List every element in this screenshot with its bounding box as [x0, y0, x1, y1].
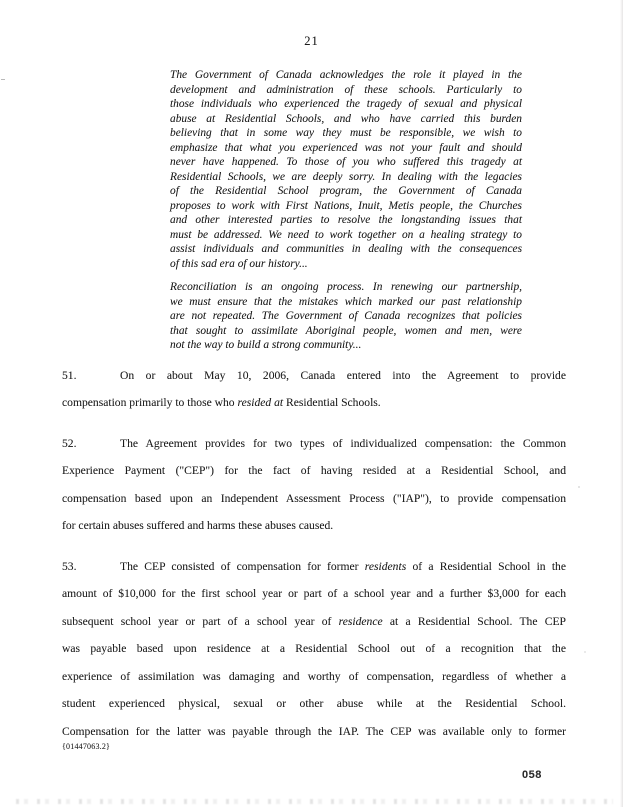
scan-artifact-bottom-strip	[16, 799, 613, 804]
paragraph-line	[62, 608, 566, 636]
numbered-paragraph	[62, 553, 566, 746]
paragraph-text: subsequent school year or part of a school year of	[62, 614, 339, 628]
quote-block	[170, 68, 522, 271]
doc-id-stamp: {01447063.2}	[62, 742, 111, 751]
paragraph-text: experience of assimilation was damaging and worthy of compensation, regardless of whether a	[62, 669, 566, 683]
emphasized-text: resided at	[237, 396, 284, 409]
paragraph-line	[62, 553, 566, 581]
numbered-paragraph	[62, 362, 566, 417]
paragraph-text: Compensation for the latter was payable through the IAP. The CEP was available only to former	[62, 724, 566, 738]
page-number: 21	[304, 34, 319, 48]
paragraph-line	[62, 718, 566, 746]
scan-artifact-speck	[584, 651, 586, 653]
paragraph-text: for certain abuses suffered and harms these abuses caused.	[62, 519, 334, 532]
paragraph-number: 51.	[62, 368, 77, 382]
paragraph-line	[62, 362, 566, 390]
quote-line: of the Residential School program, the Government of Canada	[170, 185, 522, 197]
paragraph-text: The CEP consisted of compensation for former	[120, 559, 365, 573]
scan-artifact-speck	[578, 486, 580, 488]
paragraph-text: Experience Payment ("CEP") for the fact of having resided at a Residential School, and	[62, 464, 566, 477]
quote-line: not the way to build a strong community...	[170, 339, 362, 351]
paragraph-text: Residential Schools.	[283, 396, 381, 409]
paragraph-line	[62, 389, 566, 417]
quote-line: must be addressed. We need to work together on a healing strategy to	[170, 228, 522, 241]
paragraph-text: compensation based upon an Independent Assessment Process ("IAP"), to provide compensation	[62, 491, 566, 505]
paragraph-line	[62, 635, 566, 663]
bates-number: 058	[522, 769, 542, 781]
emphasized-text: residents	[364, 559, 407, 573]
paragraph-text: of a Residential School in the	[406, 559, 566, 573]
paragraph-text: student experienced physical, sexual or other abuse while at the Residential School.	[62, 697, 566, 710]
quote-line: assist individuals and communities in dealing with the consequences	[170, 243, 522, 255]
paragraph-text: The Agreement provides for two types of individualized compensation: the Common	[120, 436, 566, 450]
quote-blocks	[170, 68, 522, 353]
numbered-paragraphs	[62, 362, 566, 746]
paragraph-text: amount of $10,000 for the first school year or part of a school year and a further $3,000 for each	[62, 587, 566, 600]
paragraph-text: at a Residential School. The CEP	[382, 614, 566, 628]
quote-line: we must ensure that the mistakes which marked our past relationship	[170, 295, 522, 308]
paragraph-text: was payable based upon residence at a Residential School out of a recognition that the	[62, 642, 566, 655]
paragraph-text: compensation primarily to those who	[62, 396, 238, 409]
scan-artifact-speck	[1, 79, 5, 80]
quote-line: never have happened. To those of you who suffered this tragedy at	[170, 156, 522, 168]
quote-line: that sought to assimilate Aboriginal people, women and men, were	[170, 324, 522, 337]
paragraph-line	[62, 512, 566, 540]
quote-line: The Government of Canada acknowledges the role it played in the	[170, 69, 522, 81]
quote-block	[170, 280, 522, 353]
paragraph-line	[62, 663, 566, 691]
paragraph-line	[62, 690, 566, 718]
paragraph-number: 52.	[62, 436, 77, 450]
numbered-paragraph	[62, 430, 566, 540]
quote-line: are not repeated. The Government of Canada recognizes that policies	[170, 310, 522, 322]
quote-line: and other interested parties to resolve the longstanding issues that	[170, 214, 522, 226]
quote-line: Residential Schools, we are deeply sorry. In dealing with the legacies	[170, 170, 522, 183]
paragraph-line	[62, 485, 566, 513]
quote-line: proposes to work with First Nations, Inuit, Metis people, the Churches	[170, 199, 522, 212]
quote-line: of this sad era of our history...	[170, 257, 308, 270]
paragraph-line	[62, 580, 566, 608]
paragraph-text: On or about May 10, 2006, Canada entered into the Agreement to provide	[120, 368, 566, 382]
emphasized-text: residence	[338, 614, 383, 628]
quote-line: those individuals who experienced the tragedy of sexual and physical	[170, 98, 522, 110]
paragraph-line	[62, 430, 566, 458]
quote-line: believing that in some way they must be responsible, we wish to	[170, 127, 522, 139]
quote-line: Reconciliation is an ongoing process. In renewing our partnership,	[170, 281, 522, 293]
quote-line: development and administration of these schools. Particularly to	[170, 83, 522, 96]
paragraph-number: 53.	[62, 559, 77, 573]
paragraph-line	[62, 457, 566, 485]
quote-line: emphasize that what you experienced was not your fault and should	[170, 141, 522, 154]
quote-line: abuse at Residential Schools, and who have carried this burden	[170, 112, 522, 125]
